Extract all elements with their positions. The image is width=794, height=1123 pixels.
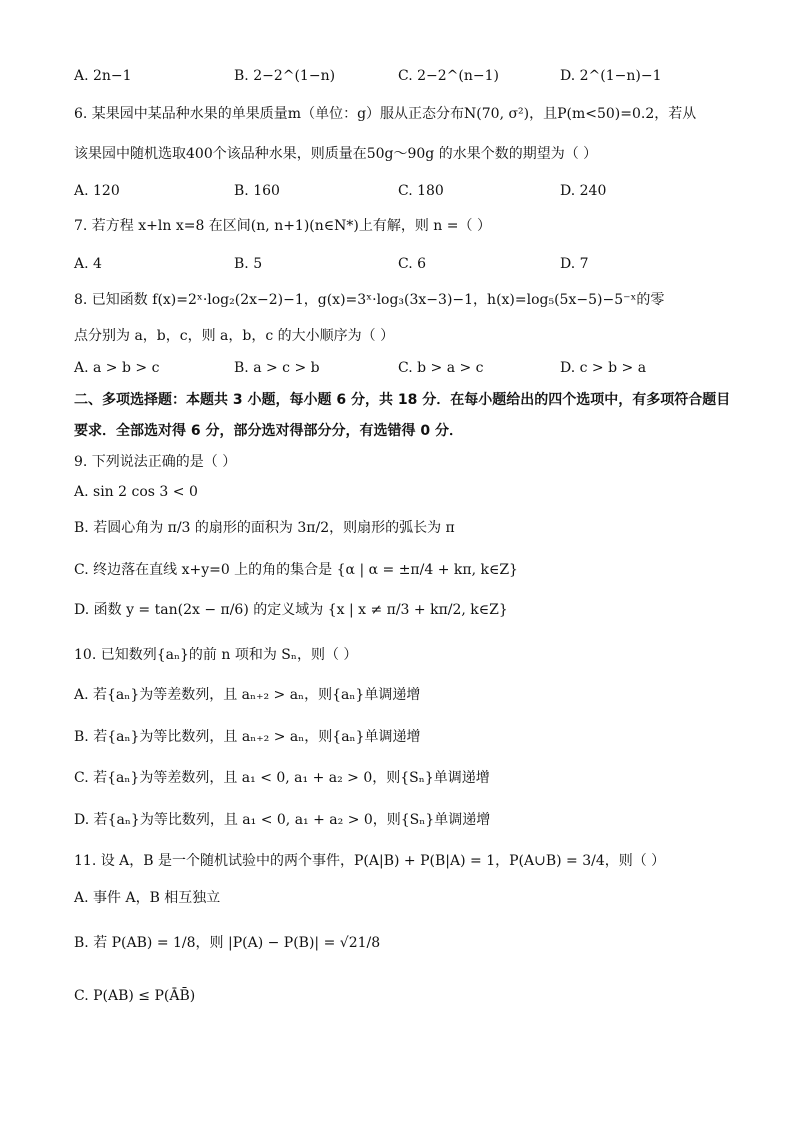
q10-option-b: B. 若{aₙ}为等比数列，且 aₙ₊₂ > aₙ，则{aₙ}单调递增 — [74, 729, 421, 745]
q11-option-a: A. 事件 A，B 相互独立 — [74, 890, 221, 906]
q7-option-b: B. 5 — [234, 256, 263, 272]
q6-option-b: B. 160 — [234, 183, 280, 199]
q7-option-d: D. 7 — [560, 256, 589, 272]
q5-option-a: A. 2n−1 — [74, 68, 132, 84]
q8-stem-line1: 8. 已知函数 f(x)=2ˣ·log₂(2x−2)−1，g(x)=3ˣ·log₃(3x−3)−1，h(x)=log₅(5x−5)−5⁻ˣ的零 — [74, 292, 665, 308]
q10-option-a: A. 若{aₙ}为等差数列，且 aₙ₊₂ > aₙ，则{aₙ}单调递增 — [74, 687, 421, 703]
q9-option-b: B. 若圆心角为 π/3 的扇形的面积为 3π/2，则扇形的弧长为 π — [74, 520, 455, 536]
q11-option-c: C. P(AB) ≤ P(ĀB̄) — [74, 988, 196, 1004]
q10-stem: 10. 已知数列{aₙ}的前 n 项和为 Sₙ，则（ ） — [74, 647, 358, 663]
q6-stem-line1: 6. 某果园中某品种水果的单果质量m（单位：g）服从正态分布N(70, σ²)，且P(m<50)=0.2，若从 — [74, 106, 697, 122]
q7-stem: 7. 若方程 x+ln x=8 在区间(n, n+1)(n∈N*)上有解，则 n =（ ） — [74, 218, 491, 234]
q5-option-c: C. 2−2^(n−1) — [398, 68, 499, 84]
q5-option-b: B. 2−2^(1−n) — [234, 68, 336, 84]
q6-stem-line2: 该果园中随机选取400个该品种水果，则质量在50g～90g 的水果个数的期望为（ ） — [74, 146, 598, 162]
q9-stem: 9. 下列说法正确的是（ ） — [74, 454, 237, 470]
q7-option-c: C. 6 — [398, 256, 427, 272]
q10-option-d: D. 若{aₙ}为等比数列，且 a₁ < 0, a₁ + a₂ > 0，则{Sₙ}单调递增 — [74, 812, 491, 828]
q6-option-d: D. 240 — [560, 183, 607, 199]
section2-heading-line1: 二、多项选择题：本题共 3 小题，每小题 6 分，共 18 分．在每小题给出的四个选项中，有多项符合题目 — [74, 392, 731, 408]
q9-option-c: C. 终边落在直线 x+y=0 上的角的集合是 {α | α = ±π/4 + kπ, k∈Z} — [74, 562, 518, 578]
q6-option-a: A. 120 — [74, 183, 120, 199]
q8-option-c: C. b > a > c — [398, 360, 484, 376]
q11-option-b: B. 若 P(AB) = 1/8，则 |P(A) − P(B)| = √21/8 — [74, 935, 381, 951]
q8-stem-line2: 点分别为 a，b，c，则 a，b，c 的大小顺序为（ ） — [74, 328, 395, 344]
q11-stem: 11. 设 A，B 是一个随机试验中的两个事件，P(A|B) + P(B|A) = 1，P(A∪B) = 3/4，则（ ） — [74, 853, 666, 869]
q8-option-a: A. a > b > c — [74, 360, 160, 376]
section2-heading-line2: 要求．全部选对得 6 分，部分选对得部分分，有选错得 0 分． — [74, 423, 463, 439]
q10-option-c: C. 若{aₙ}为等差数列，且 a₁ < 0, a₁ + a₂ > 0，则{Sₙ}单调递增 — [74, 770, 490, 786]
q9-option-a: A. sin 2 cos 3 < 0 — [74, 484, 198, 500]
q5-option-d: D. 2^(1−n)−1 — [560, 68, 662, 84]
q6-option-c: C. 180 — [398, 183, 444, 199]
q8-option-d: D. c > b > a — [560, 360, 647, 376]
q9-option-d: D. 函数 y = tan(2x − π/6) 的定义域为 {x | x ≠ π/3 + kπ/2, k∈Z} — [74, 602, 508, 618]
q8-option-b: B. a > c > b — [234, 360, 320, 376]
q7-option-a: A. 4 — [74, 256, 102, 272]
